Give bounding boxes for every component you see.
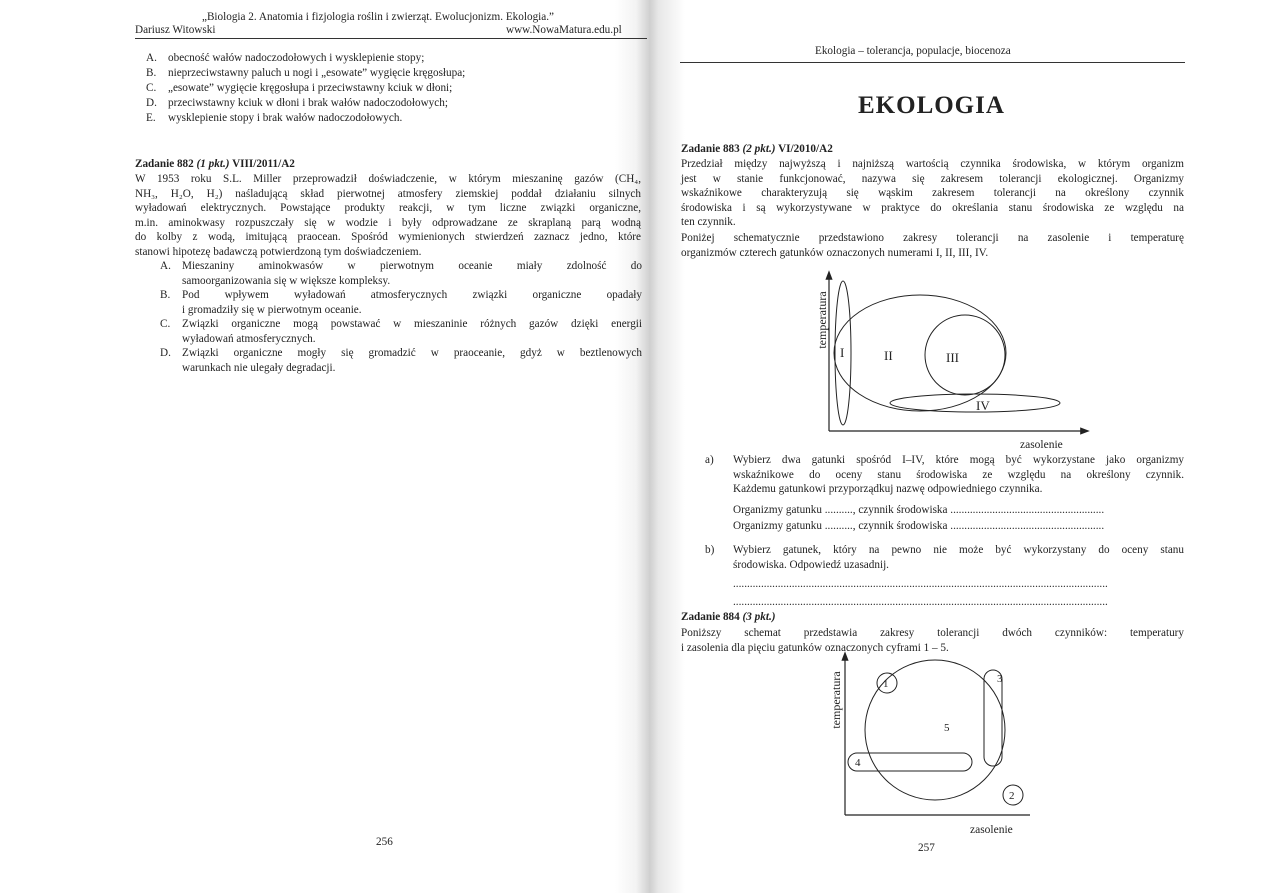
option-letter: C. bbox=[160, 318, 171, 330]
range-4 bbox=[848, 753, 972, 771]
task883-heading: Zadanie 883 (2 pkt.) VI/2010/A2 bbox=[681, 143, 833, 155]
text-line: Wybierz gatunek, który na pewno nie może być wykorzystany do oceny stanu bbox=[733, 544, 1184, 556]
right-page-number: 257 bbox=[918, 842, 935, 854]
task883-diagram-intro bbox=[681, 231, 1184, 260]
option-letter: E. bbox=[146, 112, 156, 124]
option-text-line: wyładowań atmosferycznych. bbox=[182, 332, 316, 345]
text-line: środowiska i są wykorzystywane w praktyce do określania stanu środowiska ze względu na bbox=[681, 201, 1184, 214]
text-line: i zasolenia dla pięciu gatunków oznaczonych cyframi 1 – 5. bbox=[681, 641, 949, 654]
right-header-title: Ekologia – tolerancja, populacje, biocenoza bbox=[815, 45, 1011, 57]
right-header-rule bbox=[680, 62, 1185, 63]
subtask-a-label: a) bbox=[705, 454, 714, 466]
label-I: I bbox=[840, 345, 845, 360]
text-line: organizmów czterech gatunków oznaczonych numerami I, II, III, IV. bbox=[681, 246, 989, 259]
option-text: wysklepienie stopy i brak wałów nadoczodołowych. bbox=[168, 112, 403, 124]
text-line: W 1953 roku S.L. Miller przeprowadził doświadczenie, w którym mieszaninę gazów (CH₄, bbox=[135, 173, 641, 185]
label-IV: IV bbox=[976, 398, 990, 413]
text-line: Każdemu gatunkowi przyporządkuj nazwę odpowiedniego czynnika. bbox=[733, 483, 1043, 495]
left-header-title: „Biologia 2. Anatomia i fizjologia roślin i zwierząt. Ewolucjonizm. Ekologia.” bbox=[202, 11, 555, 23]
task882-body bbox=[135, 172, 641, 259]
option-text: nieprzeciwstawny paluch u nogi i „esowate” wygięcie kręgosłupa; bbox=[168, 67, 466, 79]
option-letter: B. bbox=[160, 289, 171, 301]
text-line: Wybierz dwa gatunki spośród I–IV, które mogą być wykorzystane jako organizmy bbox=[733, 454, 1184, 466]
answer-line-2[interactable]: Organizmy gatunku .........., czynnik środowiska ....................................................... bbox=[733, 520, 1105, 532]
label-4: 4 bbox=[855, 757, 861, 769]
left-header-rule bbox=[135, 38, 647, 39]
subtask-b-label: b) bbox=[705, 544, 715, 556]
option-letter: A. bbox=[146, 52, 157, 64]
label-5: 5 bbox=[944, 722, 950, 734]
text-line: środowiska. Odpowiedź uzasadnij. bbox=[733, 558, 889, 571]
answer-dotted-line-2[interactable]: ...................................................................................................................................... bbox=[733, 596, 1108, 608]
tolerance-diagram-2 bbox=[815, 650, 1045, 840]
task882-option-d[interactable] bbox=[160, 346, 642, 375]
answer-dotted-line-1[interactable]: ...................................................................................................................................... bbox=[733, 578, 1108, 590]
text-line: jest w stanie funkcjonować, nazywa się zakresem tolerancji ekologicznej. Organizmy bbox=[681, 172, 1184, 185]
option-text: przeciwstawny kciuk w dłoni i brak wałów nadoczodołowych; bbox=[168, 97, 448, 109]
task882-option-c[interactable] bbox=[160, 317, 642, 346]
chapter-title: EKOLOGIA bbox=[858, 92, 1005, 119]
label-1: 1 bbox=[883, 678, 889, 690]
left-header-url: www.NowaMatura.edu.pl bbox=[506, 24, 622, 36]
option-text-line: warunkach nie ulegały degradacji. bbox=[182, 361, 336, 374]
option-letter: D. bbox=[146, 97, 157, 109]
text-line: stanowi hipotezę badawczą potwierdzoną tym doświadczeniem. bbox=[135, 245, 422, 258]
task884-heading: Zadanie 884 (3 pkt.) bbox=[681, 611, 776, 623]
label-2: 2 bbox=[1009, 790, 1015, 802]
label-III: III bbox=[946, 350, 959, 365]
option-text-line: Mieszaniny aminokwasów w pierwotnym oceanie miały zdolność do bbox=[182, 260, 642, 272]
text-line: ten czynnik. bbox=[681, 216, 736, 228]
book-gutter-shadow bbox=[615, 0, 685, 893]
option-text: „esowate” wygięcie kręgosłupa i przeciwstawny kciuk w dłoni; bbox=[168, 82, 453, 94]
option-letter: C. bbox=[146, 82, 157, 94]
y-axis-label: temperatura bbox=[815, 291, 829, 349]
text-line: Poniżej schematycznie przedstawiono zakresy tolerancji na zasolenie i temperaturę bbox=[681, 232, 1184, 244]
option-c[interactable] bbox=[146, 81, 452, 96]
option-e[interactable] bbox=[146, 111, 402, 126]
task882-option-a[interactable] bbox=[160, 259, 642, 288]
x-axis-label: zasolenie bbox=[1020, 439, 1063, 451]
range-IV bbox=[890, 394, 1060, 412]
subtask-a-body bbox=[733, 453, 1184, 497]
text-line: do kolby z wodą, imitującą praocean. Spośród wymienionych stwierdzeń zaznacz jedno, które bbox=[135, 231, 641, 243]
text-line: m.in. aminokwasy rozpuszczały się w wodzie i były odprowadzane ze skraplaną parą wodną bbox=[135, 216, 641, 229]
option-a[interactable] bbox=[146, 51, 424, 66]
y-axis-label: temperatura bbox=[829, 671, 843, 729]
option-text-line: Pod wpływem wyładowań atmosferycznych związki organiczne opadały bbox=[182, 289, 642, 301]
left-header-author: Dariusz Witowski bbox=[135, 24, 216, 36]
option-d[interactable] bbox=[146, 96, 448, 111]
option-letter: B. bbox=[146, 67, 157, 79]
text-line: NH₃, H₂O, H₂) naśladującą skład pierwotnej atmosfery ziemskiej poddał działaniu silnych bbox=[135, 187, 641, 200]
task882-option-b[interactable] bbox=[160, 288, 642, 317]
text-line: wskaźnikowe do oceny stanu środowiska ze względu na określony czynnik. bbox=[733, 468, 1184, 481]
option-text: obecność wałów nadoczodołowych i wysklepienie stopy; bbox=[168, 52, 425, 64]
label-3: 3 bbox=[997, 673, 1003, 685]
option-text-line: Związki organiczne mogły się gromadzić w praoceanie, gdyż w beztlenowych bbox=[182, 347, 642, 359]
tolerance-diagram-1 bbox=[800, 265, 1100, 455]
option-text-line: samoorganizowania się w większe kompleksy. bbox=[182, 274, 391, 287]
subtask-b-body bbox=[733, 543, 1184, 572]
text-line: wskaźnikowe charakteryzują się wąskim zakresem tolerancji na określony czynnik bbox=[681, 187, 1184, 199]
answer-line-1[interactable]: Organizmy gatunku .........., czynnik środowiska ....................................................... bbox=[733, 504, 1105, 516]
option-letter: D. bbox=[160, 347, 171, 359]
option-letter: A. bbox=[160, 260, 171, 272]
text-line: Poniższy schemat przedstawia zakresy tolerancji dwóch czynników: temperatury bbox=[681, 627, 1184, 639]
task883-body bbox=[681, 157, 1184, 230]
left-page-number: 256 bbox=[376, 836, 393, 848]
x-axis-label: zasolenie bbox=[970, 824, 1013, 836]
task882-heading: Zadanie 882 (1 pkt.) VIII/2011/A2 bbox=[135, 158, 295, 170]
option-text-line: i gromadziły się w pierwotnym oceanie. bbox=[182, 303, 362, 316]
option-b[interactable] bbox=[146, 66, 465, 81]
text-line: Przedział między najwyższą i najniższą wartością czynnika środowiska, w którym organizm bbox=[681, 158, 1184, 170]
label-II: II bbox=[884, 348, 893, 363]
text-line: wyładowań elektrycznych. Powstające produkty reakcji, w tym liczne związki organiczne, bbox=[135, 202, 641, 214]
option-text-line: Związki organiczne mogą powstawać w mieszaninie różnych gazów dzięki energii bbox=[182, 318, 642, 330]
range-III bbox=[925, 315, 1005, 395]
